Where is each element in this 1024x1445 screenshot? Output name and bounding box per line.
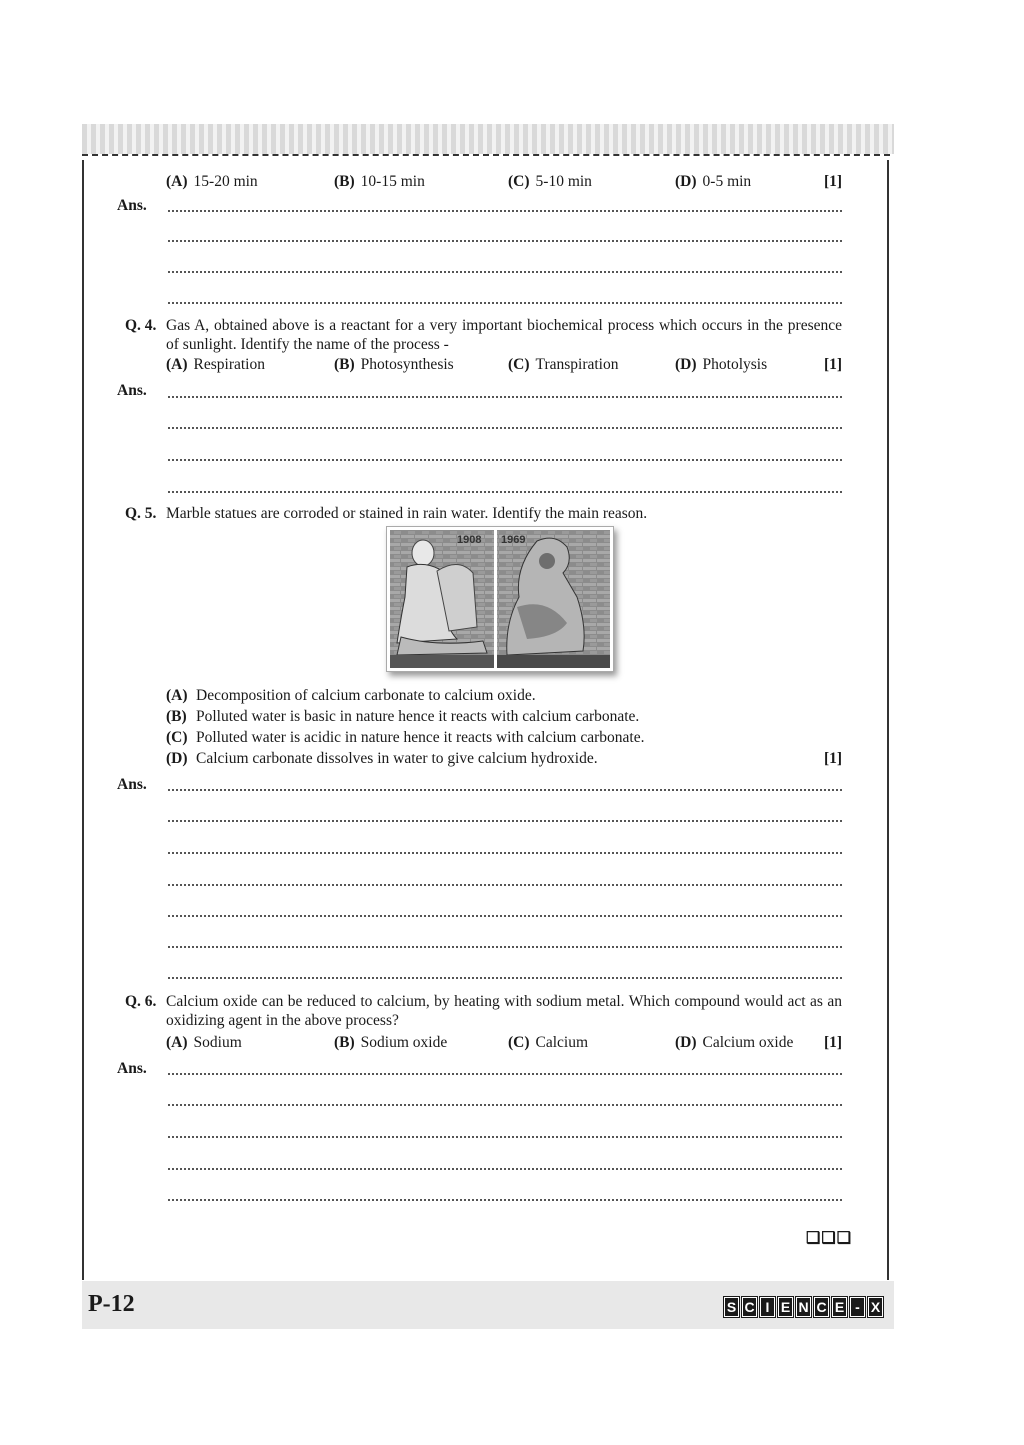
q4-text: Gas A, obtained above is a reactant for a very important biochemical process which occurs in the presence of sunlight. Identify the name of the process - <box>166 317 842 353</box>
q5-answer-line[interactable] <box>168 820 842 822</box>
q3-answer-line[interactable] <box>168 210 842 212</box>
q6-answer-line[interactable] <box>168 1104 842 1106</box>
section-end-boxes-icon: ❑❑❑ <box>806 1230 853 1247</box>
brand-letter: E <box>777 1296 794 1318</box>
q3-option-c: (C) 5-10 min <box>508 173 592 190</box>
q3-option-d: (D) 0-5 min <box>675 173 752 190</box>
q3-option-a: (A) 15-20 min <box>166 173 258 190</box>
q5-text: Marble statues are corroded or stained in rain water. Identify the main reason. <box>166 505 648 522</box>
q5-option-a: (A) Decomposition of calcium carbonate to calcium oxide. <box>166 687 536 704</box>
brand-letter: I <box>759 1296 776 1318</box>
q4-option-b: (B) Photosynthesis <box>334 356 454 373</box>
q6-marks: [1] <box>824 1034 843 1051</box>
q5-answer-line[interactable] <box>168 789 842 791</box>
q5-answer-line[interactable] <box>168 884 842 886</box>
brand-letter: E <box>831 1296 848 1318</box>
q5-option-c: (C) Polluted water is acidic in nature hence it reacts with calcium carbonate. <box>166 729 645 746</box>
page-footer <box>82 1281 894 1329</box>
q4-answer-line[interactable] <box>168 427 842 429</box>
q6-option-b: (B) Sodium oxide <box>334 1034 448 1051</box>
brand-letter: - <box>849 1296 866 1318</box>
q3-option-b: (B) 10-15 min <box>334 173 425 190</box>
q4-option-c: (C) Transpiration <box>508 356 619 373</box>
q6-answer-line[interactable] <box>168 1073 842 1075</box>
q6-answer-line[interactable] <box>168 1199 842 1201</box>
q4-number: Q. 4. <box>125 317 157 334</box>
q4-option-d: (D) Photolysis <box>675 356 768 373</box>
q4-marks: [1] <box>824 356 843 373</box>
q6-option-c: (C) Calcium <box>508 1034 589 1051</box>
q3-answer-line[interactable] <box>168 271 842 273</box>
statue-comparison-photo <box>386 526 614 672</box>
statue-photo-image <box>387 527 613 671</box>
q4-answer-line[interactable] <box>168 396 842 398</box>
q6-option-a: (A) Sodium <box>166 1034 242 1051</box>
q5-answer-line[interactable] <box>168 852 842 854</box>
q5-answer-line[interactable] <box>168 946 842 948</box>
q5-answer-line[interactable] <box>168 977 842 979</box>
brand-letter: C <box>741 1296 758 1318</box>
page-number: P-12 <box>88 1291 135 1317</box>
q3-answer-line[interactable] <box>168 240 842 242</box>
photo-label-1969: 1969 <box>501 534 526 546</box>
science-x-brand <box>723 1296 885 1318</box>
q6-number: Q. 6. <box>125 993 157 1010</box>
q6-text: Calcium oxide can be reduced to calcium, by heating with sodium metal. Which compound would act as an oxidizing agent in the above process? <box>166 993 842 1029</box>
q6-answer-line[interactable] <box>168 1168 842 1170</box>
q3-marks: [1] <box>824 173 843 190</box>
q5-marks: [1] <box>824 750 843 767</box>
q5-answer-line[interactable] <box>168 915 842 917</box>
q4-answer-label: Ans. <box>117 382 147 399</box>
q6-answer-line[interactable] <box>168 1136 842 1138</box>
q5-option-b: (B) Polluted water is basic in nature hence it reacts with calcium carbonate. <box>166 708 640 725</box>
q4-answer-line[interactable] <box>168 491 842 493</box>
q4-option-a: (A) Respiration <box>166 356 265 373</box>
q5-number: Q. 5. <box>125 505 157 522</box>
q3-answer-line[interactable] <box>168 302 842 304</box>
q5-option-d: (D) Calcium carbonate dissolves in water to give calcium hydroxide. <box>166 750 598 767</box>
brand-letter: X <box>867 1296 884 1318</box>
q4-answer-line[interactable] <box>168 459 842 461</box>
q6-option-d: (D) Calcium oxide <box>675 1034 794 1051</box>
photo-label-1908: 1908 <box>457 534 482 546</box>
brand-letter: C <box>813 1296 830 1318</box>
q5-answer-label: Ans. <box>117 776 147 793</box>
brand-letter: N <box>795 1296 812 1318</box>
q3-answer-label: Ans. <box>117 197 147 214</box>
brand-letter: S <box>723 1296 740 1318</box>
q6-answer-label: Ans. <box>117 1060 147 1077</box>
